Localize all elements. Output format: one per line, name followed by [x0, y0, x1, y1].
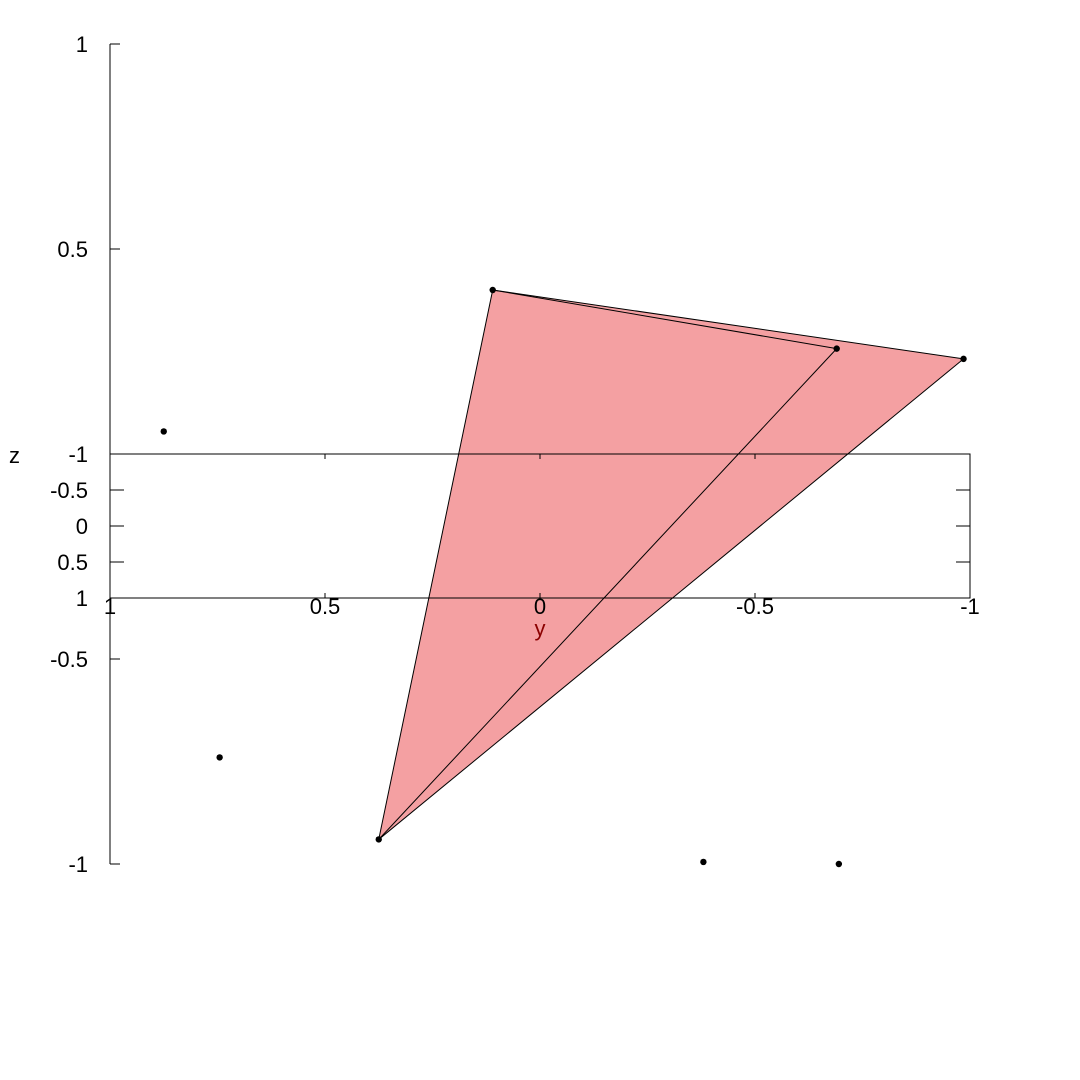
depth-tick-label: -1 — [68, 442, 88, 467]
y-tick-label: 1 — [103, 594, 117, 619]
z-tick-label: 0.5 — [57, 237, 88, 262]
data-point — [836, 861, 842, 867]
data-point — [161, 428, 167, 434]
z-axis-label: z — [9, 443, 20, 468]
depth-tick-label: 0 — [75, 514, 88, 539]
axes — [50, 32, 980, 877]
z-tick-label: -0.5 — [50, 647, 88, 672]
z-tick-label: -1 — [68, 852, 88, 877]
y-tick-label: -0.5 — [736, 594, 774, 619]
hull-vertex-point — [834, 345, 840, 351]
y-tick-label: -1 — [960, 594, 980, 619]
convex-hull — [379, 290, 964, 839]
y-tick-label: 0.5 — [309, 594, 341, 619]
z-tick-label: 1 — [75, 32, 88, 57]
data-point — [700, 859, 706, 865]
hull-vertex-point — [960, 356, 966, 362]
y-axis-label: y — [534, 616, 546, 641]
depth-tick-label: 0.5 — [57, 550, 88, 575]
data-point — [216, 754, 222, 760]
hull-vertex-point — [376, 836, 382, 842]
depth-tick-label: 1 — [75, 586, 88, 611]
hull-vertex-point — [490, 287, 496, 293]
hull-face-1 — [379, 290, 964, 839]
depth-tick-label: -0.5 — [50, 478, 88, 503]
y-tick-label: 0 — [533, 594, 547, 619]
